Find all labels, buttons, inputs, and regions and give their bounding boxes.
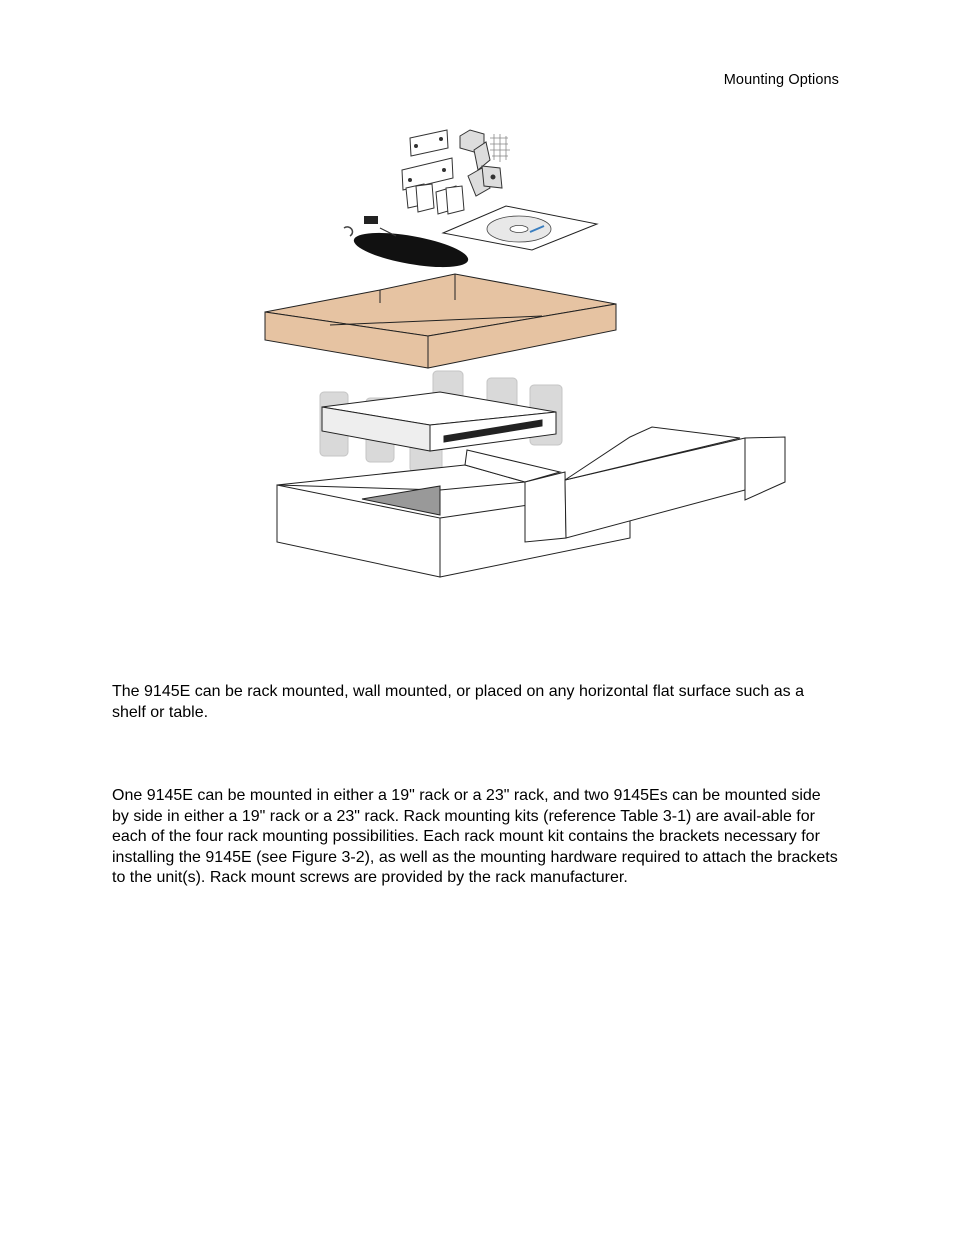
cd-rom-disc xyxy=(443,206,597,250)
mounting-overview-paragraph: The 9145E can be rack mounted, wall mounted, or placed on any horizontal flat surface such as a shelf or table. xyxy=(112,683,804,721)
shipping-box xyxy=(277,427,785,577)
running-header: Mounting Options xyxy=(723,72,839,88)
rack-mount-brackets xyxy=(402,130,502,214)
screw-bags xyxy=(490,134,510,162)
cardboard-lid-tray xyxy=(265,274,616,368)
rack-mounting-paragraph: One 9145E can be mounted in either a 19" rack or a 23" rack, and two 9145Es can be mounted side by side in either a 19" rack or a 23" rack. Rack mounting kits (reference Table 3-1) are avail-able for each of the four rack mounting possibilities. Each rack mount kit contains the brackets necessary for installing the 9145E (see Figure 3-2), as well as the mounting hardware required to attach the brackets to the unit(s). Rack mount screws are provided by the rack manufacturer. xyxy=(112,787,838,886)
power-cord xyxy=(344,216,471,274)
9145e-unit xyxy=(322,392,556,451)
